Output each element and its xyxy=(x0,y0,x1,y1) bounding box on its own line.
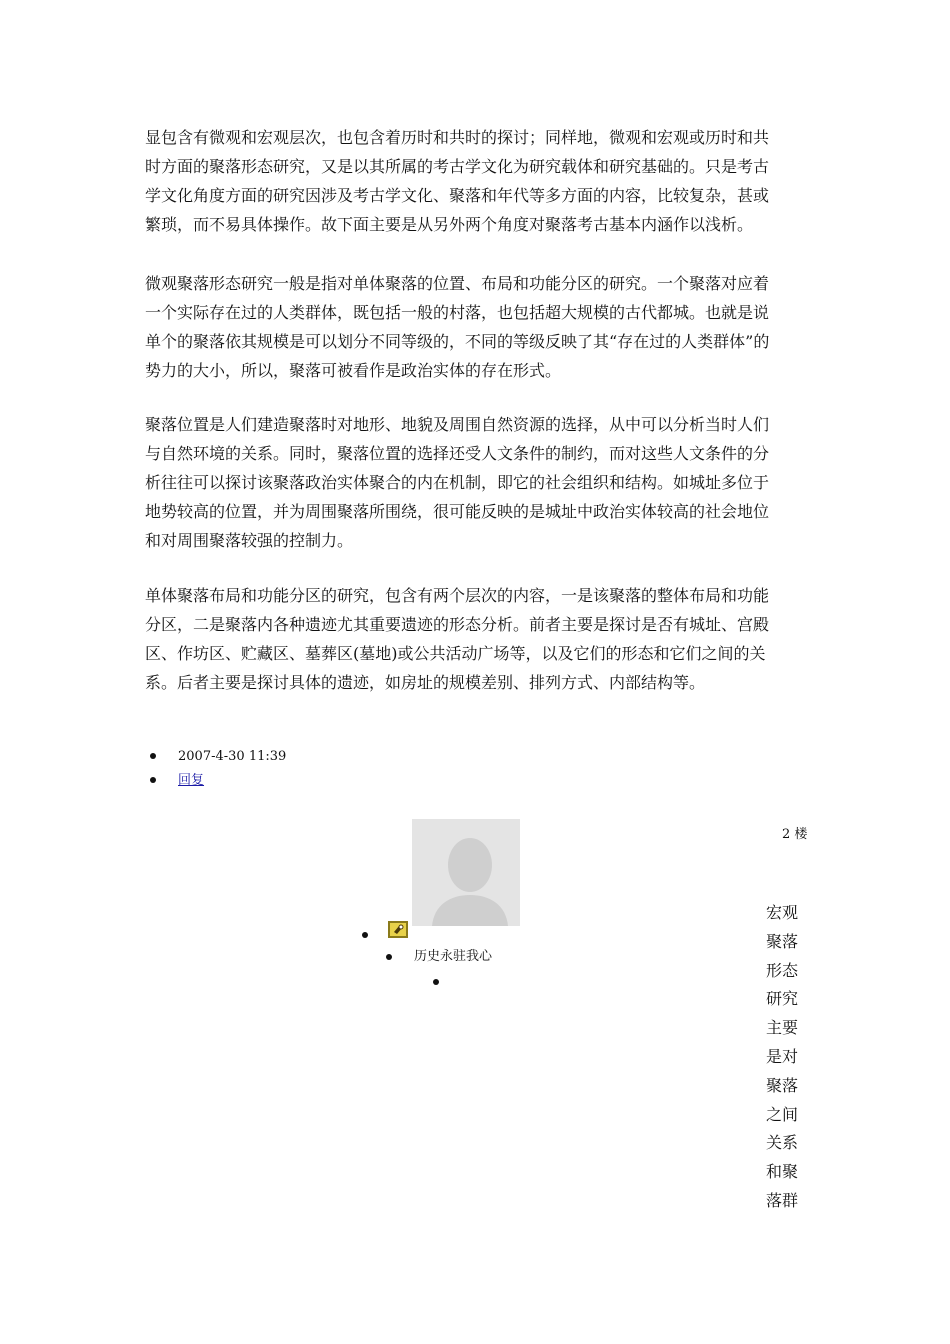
post-timestamp-item xyxy=(150,745,286,769)
bullet-icon xyxy=(386,954,392,960)
reply-item xyxy=(150,769,286,793)
author-username[interactable]: 历史永驻我心 xyxy=(414,949,493,964)
paragraph-line: 与自然环境的关系。同时，聚落位置的选择还受人文条件的制约，而对这些人文条件的分 xyxy=(145,444,770,463)
post-timestamp: 2007-4-30 11:39 xyxy=(178,749,287,764)
paragraph-line: 单个的聚落依其规模是可以划分不同等级的，不同的等级反映了其“存在过的人类群体”的 xyxy=(145,332,770,351)
paragraph-line: 时方面的聚落形态研究，又是以其所属的考古学文化为研究载体和研究基础的。只是考古 xyxy=(145,157,770,176)
post-body-line: 研究 xyxy=(766,989,799,1009)
paragraph-line: 和对周围聚落较强的控制力。 xyxy=(145,531,354,550)
post-body xyxy=(766,899,802,1216)
bullet-icon xyxy=(150,777,156,783)
post-body-line: 主要 xyxy=(766,1018,799,1038)
post-meta-list xyxy=(150,745,286,793)
paragraph-line: 分区，二是聚落内各种遗迹尤其重要遗迹的形态分析。前者主要是探讨是否有城址、宫殿 xyxy=(145,615,770,634)
post-body-line: 关系 xyxy=(766,1133,799,1153)
bullet-icon xyxy=(433,979,439,985)
paragraph-3 xyxy=(145,410,810,555)
post-body-line: 是对 xyxy=(766,1046,799,1066)
paragraph-line: 微观聚落形态研究一般是指对单体聚落的位置、布局和功能分区的研究。一个聚落对应着 xyxy=(145,274,770,293)
bullet-icon xyxy=(362,932,368,938)
post-body-line: 落群 xyxy=(766,1190,799,1210)
paragraph-line: 学文化角度方面的研究因涉及考古学文化、聚落和年代等多方面的内容，比较复杂，甚或 xyxy=(145,186,770,205)
paragraph-line: 聚落位置是人们建造聚落时对地形、地貌及周围自然资源的选择，从中可以分析当时人们 xyxy=(145,415,770,434)
user-badge-icon[interactable] xyxy=(388,921,408,938)
paragraph-line: 一个实际存在过的人类群体，既包括一般的村落，也包括超大规模的古代都城。也就是说 xyxy=(145,303,770,322)
paragraph-line: 析往往可以探讨该聚落政治实体聚合的内在机制，即它的社会组织和结构。如城址多位于 xyxy=(145,473,770,492)
post-body-line: 宏观 xyxy=(766,903,799,922)
paragraph-line: 单体聚落布局和功能分区的研究，包含有两个层次的内容，一是该聚落的整体布局和功能 xyxy=(145,586,770,605)
default-user-silhouette-icon xyxy=(412,819,520,926)
paragraph-line: 地势较高的位置，并为周围聚落所围绕，很可能反映的是城址中政治实体较高的社会地位 xyxy=(145,502,770,521)
post-body-line: 聚落 xyxy=(766,931,799,951)
post-body-line: 聚落 xyxy=(766,1075,799,1095)
paragraph-line: 势力的大小，所以，聚落可被看作是政治实体的存在形式。 xyxy=(145,361,562,380)
avatar[interactable] xyxy=(412,819,520,926)
post-body-line: 形态 xyxy=(766,960,799,980)
floor-number: 2 楼 xyxy=(782,827,808,842)
paragraph-line: 繁琐，而不易具体操作。故下面主要是从另外两个角度对聚落考古基本内涵作以浅析。 xyxy=(145,215,754,234)
post-body-line: 之间 xyxy=(766,1104,799,1124)
paragraph-4 xyxy=(145,581,810,697)
post-body-line: 和聚 xyxy=(766,1162,799,1182)
bullet-icon xyxy=(150,753,156,759)
paragraph-line: 显包含有微观和宏观层次，也包含着历时和共时的探讨；同样地，微观和宏观或历时和共 xyxy=(145,128,770,147)
reply-link[interactable]: 回复 xyxy=(178,773,205,788)
paragraph-2 xyxy=(145,269,810,385)
paragraph-line: 区、作坊区、贮藏区、墓葬区(墓地)或公共活动广场等，以及它们的形态和它们之间的关 xyxy=(145,644,766,663)
paragraph-line: 系。后者主要是探讨具体的遗迹，如房址的规模差别、排列方式、内部结构等。 xyxy=(145,673,706,692)
paragraph-1 xyxy=(145,123,810,239)
